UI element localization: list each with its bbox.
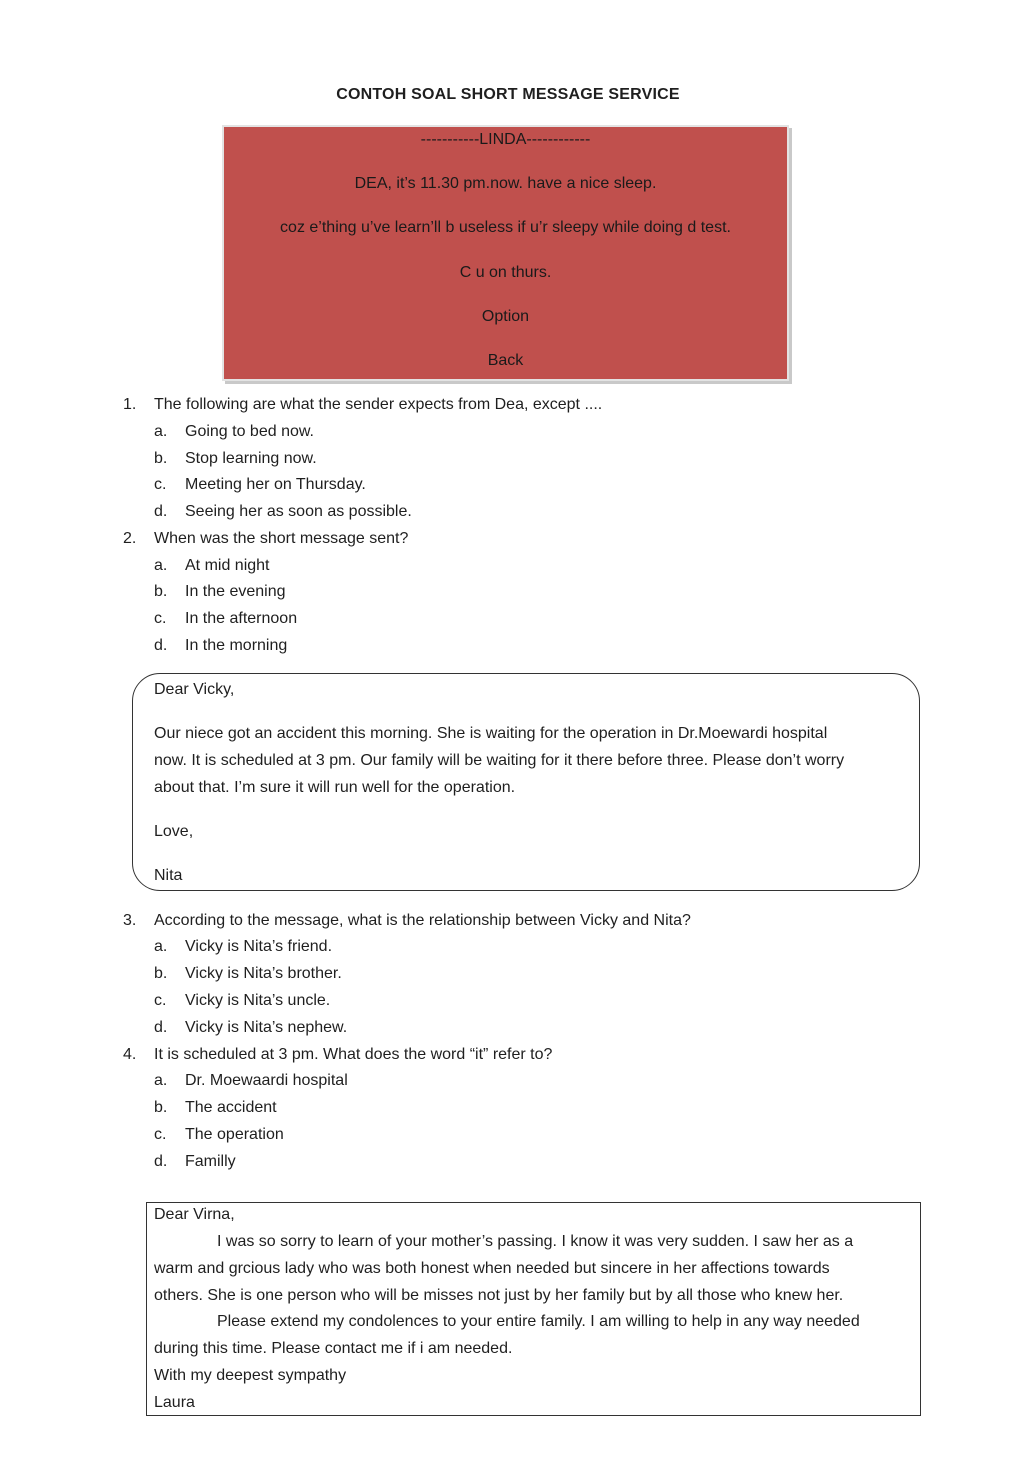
question-number: 1. [123, 396, 137, 413]
sms-line-1: DEA, it’s 11.30 pm.now. have a nice sleep. [354, 175, 657, 192]
option-label: a. [154, 423, 168, 440]
option-label: a. [154, 557, 168, 574]
option-text: In the morning [185, 637, 288, 654]
option-text: Vicky is Nita’s nephew. [185, 1019, 348, 1036]
option-text: At mid night [185, 557, 270, 574]
letter-body-line: Please extend my condolences to your entire family. I am willing to help in any way needed [217, 1313, 860, 1330]
letter-greeting: Dear Virna, [154, 1206, 235, 1223]
option-text: Familly [185, 1153, 236, 1170]
option-label: b. [154, 965, 168, 982]
letter-closing: Love, [154, 823, 194, 840]
question-text: According to the message, what is the relationship between Vicky and Nita? [154, 912, 691, 929]
option-text: Vicky is Nita’s friend. [185, 938, 333, 955]
option-text: The operation [185, 1126, 284, 1143]
option-text: In the afternoon [185, 610, 298, 627]
question-text: The following are what the sender expects from Dea, except .... [154, 396, 603, 413]
letter-body-line: Our niece got an accident this morning. She is waiting for the operation in Dr.Moewardi hospital [154, 725, 828, 742]
option-label: b. [154, 583, 168, 600]
option-label: a. [154, 938, 168, 955]
question-text: It is scheduled at 3 pm. What does the word “it” refer to? [154, 1046, 553, 1063]
letter-signature: Laura [154, 1394, 195, 1411]
letter-body-line: others. She is one person who will be misses not just by her family but by all those who knew her. [154, 1287, 844, 1304]
option-label: c. [154, 992, 167, 1009]
question-number: 3. [123, 912, 137, 929]
question-number: 2. [123, 530, 137, 547]
option-label: c. [154, 476, 167, 493]
letter-body-line: warm and grcious lady who was both honest when needed but sincere in her affections towards [154, 1260, 830, 1277]
letter-signature: Nita [154, 867, 183, 884]
letter-body-line: I was so sorry to learn of your mother’s passing. I know it was very sudden. I saw her as a [217, 1233, 854, 1250]
question-text: When was the short message sent? [154, 530, 409, 547]
letter-body-line: during this time. Please contact me if i am needed. [154, 1340, 513, 1357]
option-text: Meeting her on Thursday. [185, 476, 366, 493]
question-number: 4. [123, 1046, 137, 1063]
letter-body-line: about that. I’m sure it will run well for the operation. [154, 779, 516, 796]
sms-line-2: coz e’thing u’ve learn’ll b useless if u’r sleepy while doing d test. [280, 219, 731, 236]
option-label: b. [154, 450, 168, 467]
option-text: In the evening [185, 583, 286, 600]
letter-greeting: Dear Vicky, [154, 681, 235, 698]
letter-closing: With my deepest sympathy [154, 1367, 347, 1384]
sms-line-3: C u on thurs. [459, 264, 552, 281]
option-label: d. [154, 637, 168, 654]
page-title: CONTOH SOAL SHORT MESSAGE SERVICE [336, 86, 680, 103]
letter-body-line: now. It is scheduled at 3 pm. Our family will be waiting for it there before three. Please don’t worry [154, 752, 845, 769]
option-text: Stop learning now. [185, 450, 317, 467]
option-label: a. [154, 1072, 168, 1089]
option-label: c. [154, 1126, 167, 1143]
option-label: d. [154, 1019, 168, 1036]
sms-option-softkey: Option [481, 308, 530, 325]
option-label: c. [154, 610, 167, 627]
sms-sender: -----------LINDA------------ [420, 131, 591, 148]
option-text: The accident [185, 1099, 277, 1116]
option-label: b. [154, 1099, 168, 1116]
option-text: Vicky is Nita’s brother. [185, 965, 342, 982]
option-text: Dr. Moewaardi hospital [185, 1072, 348, 1089]
sms-message-box [222, 125, 789, 381]
option-label: d. [154, 503, 168, 520]
option-label: d. [154, 1153, 168, 1170]
option-text: Going to bed now. [185, 423, 314, 440]
sms-back-softkey: Back [487, 352, 524, 369]
option-text: Seeing her as soon as possible. [185, 503, 412, 520]
option-text: Vicky is Nita’s uncle. [185, 992, 331, 1009]
